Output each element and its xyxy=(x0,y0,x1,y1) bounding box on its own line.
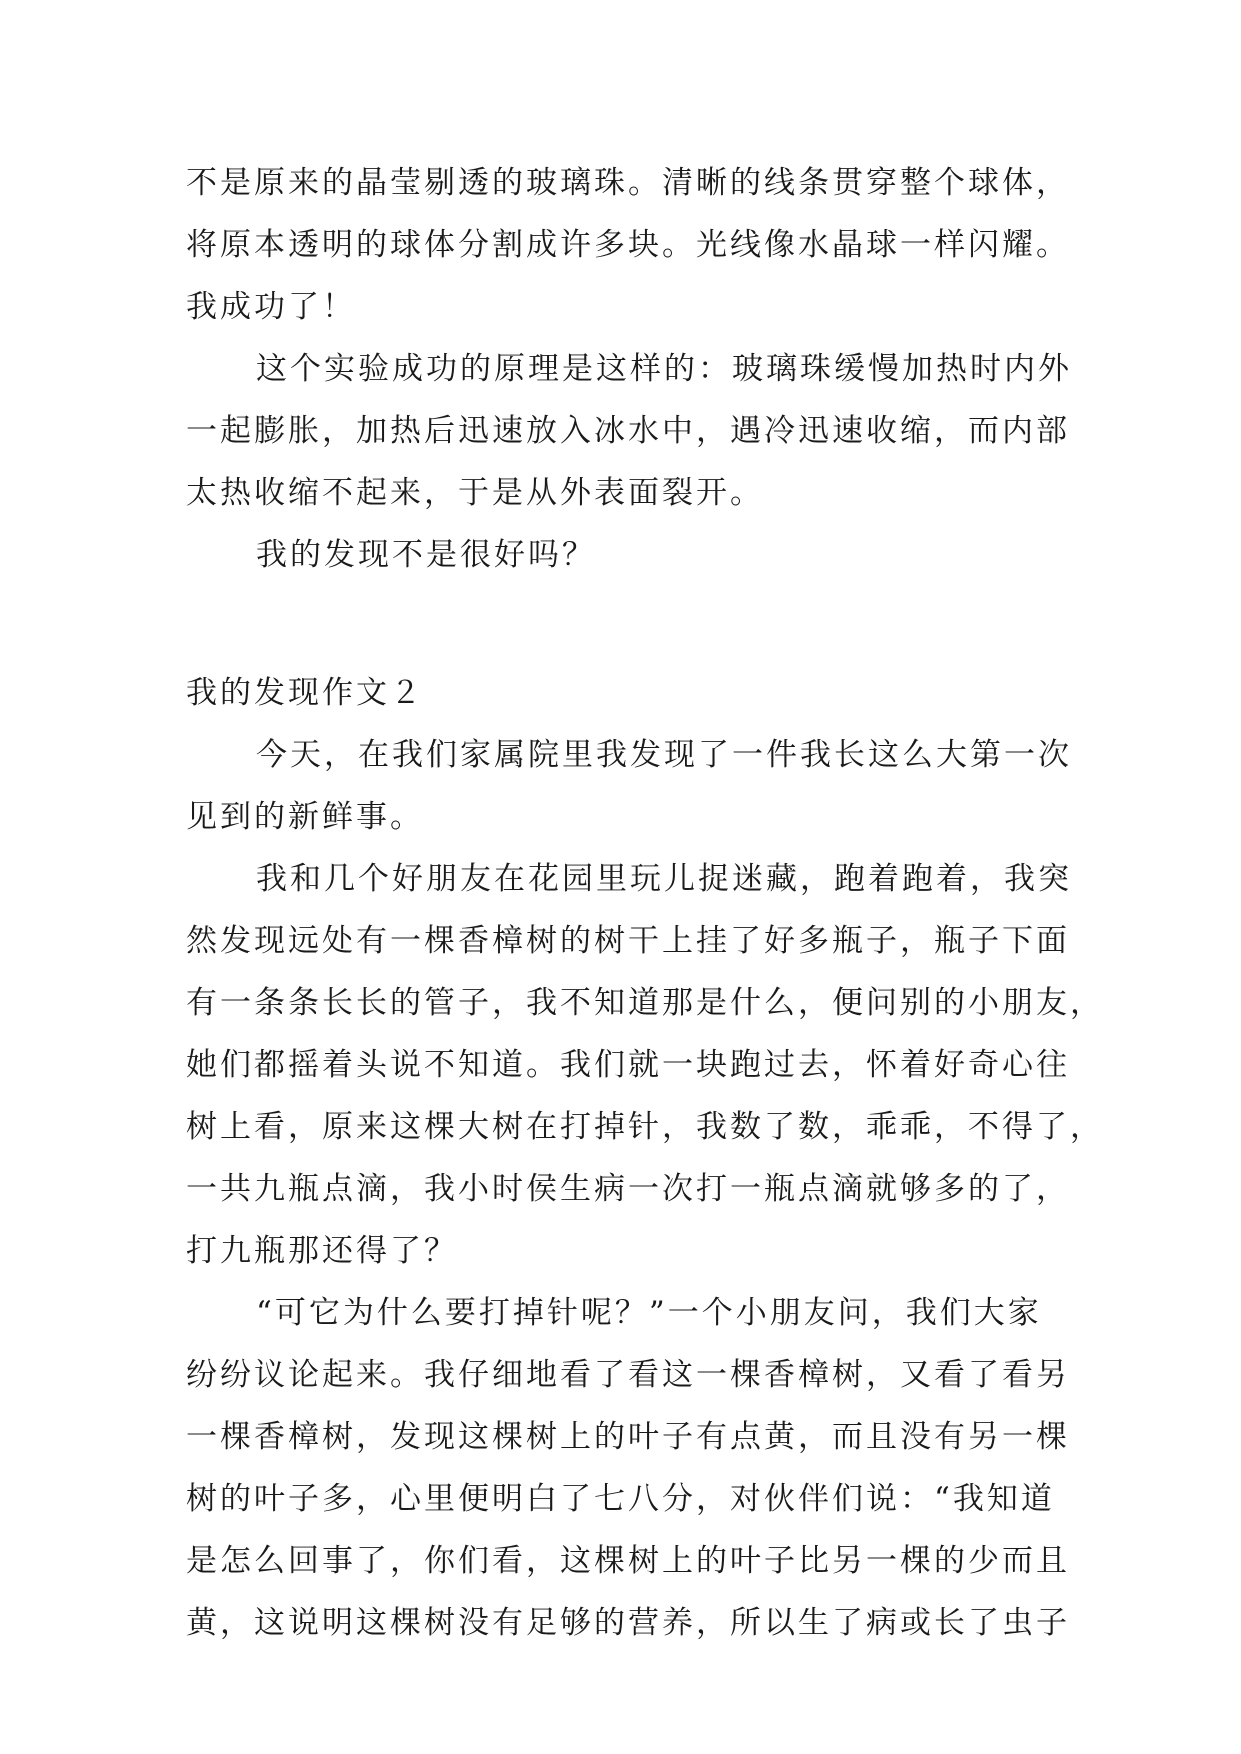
text-line: 这个实验成功的原理是这样的：玻璃珠缓慢加热时内外 xyxy=(256,351,1072,387)
text-line: 树的叶子多，心里便明白了七八分，对伙伴们说：“我知道 xyxy=(186,1481,1055,1517)
paragraph-experiment-principle xyxy=(186,338,1072,524)
text-line: 一棵香樟树，发现这棵树上的叶子有点黄，而且没有另一棵 xyxy=(186,1419,1070,1455)
text-line: 打九瓶那还得了？ xyxy=(186,1233,458,1269)
text-line: 我的发现不是很好吗？ xyxy=(256,537,596,573)
text-line: 一起膨胀，加热后迅速放入冰水中，遇冷迅速收缩，而内部 xyxy=(186,413,1070,449)
text-line: 将原本透明的球体分割成许多块。光线像水晶球一样闪耀。 xyxy=(186,227,1070,263)
text-line: 我和几个好朋友在花园里玩儿捉迷藏，跑着跑着，我突 xyxy=(256,861,1072,897)
text-line: 然发现远处有一棵香樟树的树干上挂了好多瓶子，瓶子下面 xyxy=(186,923,1070,959)
paragraph-tree-drip xyxy=(186,848,1104,1282)
paragraph-closing-question xyxy=(186,524,1056,586)
text-line: 见到的新鲜事。 xyxy=(186,799,424,835)
paragraph-glass-bead-result xyxy=(186,152,1070,338)
paragraph-discussion xyxy=(186,1282,1070,1654)
section-heading xyxy=(186,662,1056,724)
text-line: 一共九瓶点滴，我小时侯生病一次打一瓶点滴就够多的了， xyxy=(186,1171,1070,1207)
text-line: 她们都摇着头说不知道。我们就一块跑过去，怀着好奇心往 xyxy=(186,1047,1070,1083)
text-line: “可它为什么要打掉针呢？”一个小朋友问，我们大家 xyxy=(256,1295,1042,1331)
text-line: 树上看，原来这棵大树在打掉针，我数了数，乖乖，不得了， xyxy=(186,1109,1104,1145)
text-line: 我成功了！ xyxy=(186,289,356,325)
document-body xyxy=(186,152,1104,1654)
text-line: 不是原来的晶莹剔透的玻璃珠。清晰的线条贯穿整个球体， xyxy=(186,165,1070,201)
text-line: 有一条条长长的管子，我不知道那是什么，便问别的小朋友， xyxy=(186,985,1104,1021)
paragraph-intro xyxy=(186,724,1072,848)
section-spacer xyxy=(186,586,1056,662)
text-line: 纷纷议论起来。我仔细地看了看这一棵香樟树，又看了看另 xyxy=(186,1357,1070,1393)
text-line: 是怎么回事了，你们看，这棵树上的叶子比另一棵的少而且 xyxy=(186,1543,1070,1579)
text-line: 黄，这说明这棵树没有足够的营养，所以生了病或长了虫子 xyxy=(186,1605,1070,1641)
text-line: 今天，在我们家属院里我发现了一件我长这么大第一次 xyxy=(256,737,1072,773)
essay-title: 我的发现作文２ xyxy=(186,675,424,711)
text-line: 太热收缩不起来，于是从外表面裂开。 xyxy=(186,475,764,511)
